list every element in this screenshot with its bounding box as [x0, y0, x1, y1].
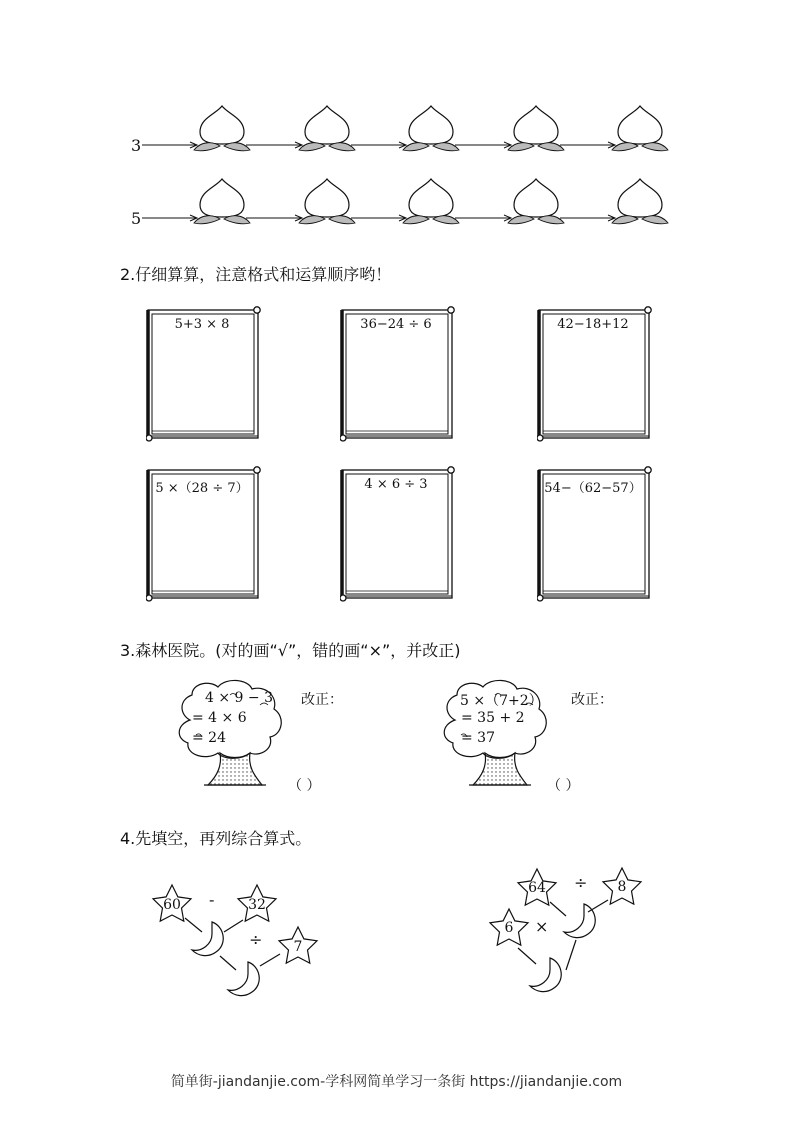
peach-chain-graphic — [140, 173, 670, 233]
star-moon-diagram-left — [140, 870, 340, 1000]
peach-icon[interactable] — [299, 179, 355, 224]
answer-blank[interactable]: （ ） — [288, 778, 321, 794]
tree-line: = 37 — [461, 730, 495, 746]
tree-line: = 4 × 6 — [192, 710, 247, 726]
operator: ÷ — [249, 930, 263, 949]
moon-icon — [564, 904, 595, 938]
tree-line: 4 × 9 − 3 — [205, 690, 273, 706]
calc-expression: 54−（62−57） — [544, 481, 642, 496]
calc-card[interactable] — [146, 306, 258, 436]
star-number: 7 — [293, 939, 303, 955]
peach-icon[interactable] — [508, 106, 564, 151]
page-footer: 简单街-jiandanjie.com-学科网简单学习一条街 https://jiandanjie.com — [170, 1074, 623, 1090]
section-4-heading: 4.先填空，再列综合算式。 — [120, 829, 312, 848]
star-number: 8 — [617, 879, 627, 895]
calc-card[interactable] — [146, 466, 258, 596]
correction-label: 改正： — [301, 692, 343, 708]
peach-icon[interactable] — [403, 179, 459, 224]
peach-chain-graphic — [140, 100, 670, 160]
operator: × — [535, 917, 549, 936]
section-3-heading: 3.森林医院。(对的画“√”，错的画“×”，并改正) — [120, 641, 461, 660]
star-number: 60 — [163, 897, 181, 913]
answer-blank[interactable]: （ ） — [547, 778, 580, 794]
peach-icon[interactable] — [508, 179, 564, 224]
operator: ÷ — [574, 873, 588, 892]
calc-expression: 4 × 6 ÷ 3 — [364, 477, 428, 492]
section-2-heading: 2.仔细算算，注意格式和运算顺序哟！ — [120, 265, 392, 284]
peach-icon[interactable] — [612, 106, 668, 151]
peach-icon[interactable] — [194, 106, 250, 151]
star-number: 32 — [248, 897, 266, 913]
star-number: 6 — [504, 920, 514, 936]
calc-expression: 5+3 × 8 — [174, 317, 230, 332]
calc-card[interactable] — [537, 306, 649, 436]
peach-icon[interactable] — [403, 106, 459, 151]
tree-line: 5 ×（7+2） — [460, 693, 543, 709]
correction-label: 改正： — [571, 692, 613, 708]
tree-line: = 35 + 2 — [461, 710, 525, 726]
star-number: 64 — [528, 880, 546, 896]
calc-card[interactable] — [340, 306, 452, 436]
calc-expression: 5 ×（28 ÷ 7） — [155, 481, 249, 496]
peach-icon[interactable] — [612, 179, 668, 224]
calc-card[interactable] — [537, 466, 649, 596]
calc-expression: 42−18+12 — [557, 317, 629, 332]
operator: - — [209, 890, 215, 909]
peach-icon[interactable] — [299, 106, 355, 151]
calc-card[interactable] — [340, 466, 452, 596]
chain-start-number: 3 — [131, 136, 142, 155]
tree-line: = 24 — [192, 730, 226, 746]
calc-expression: 36−24 ÷ 6 — [360, 317, 432, 332]
chain-start-number: 5 — [131, 209, 142, 228]
peach-icon[interactable] — [194, 179, 250, 224]
